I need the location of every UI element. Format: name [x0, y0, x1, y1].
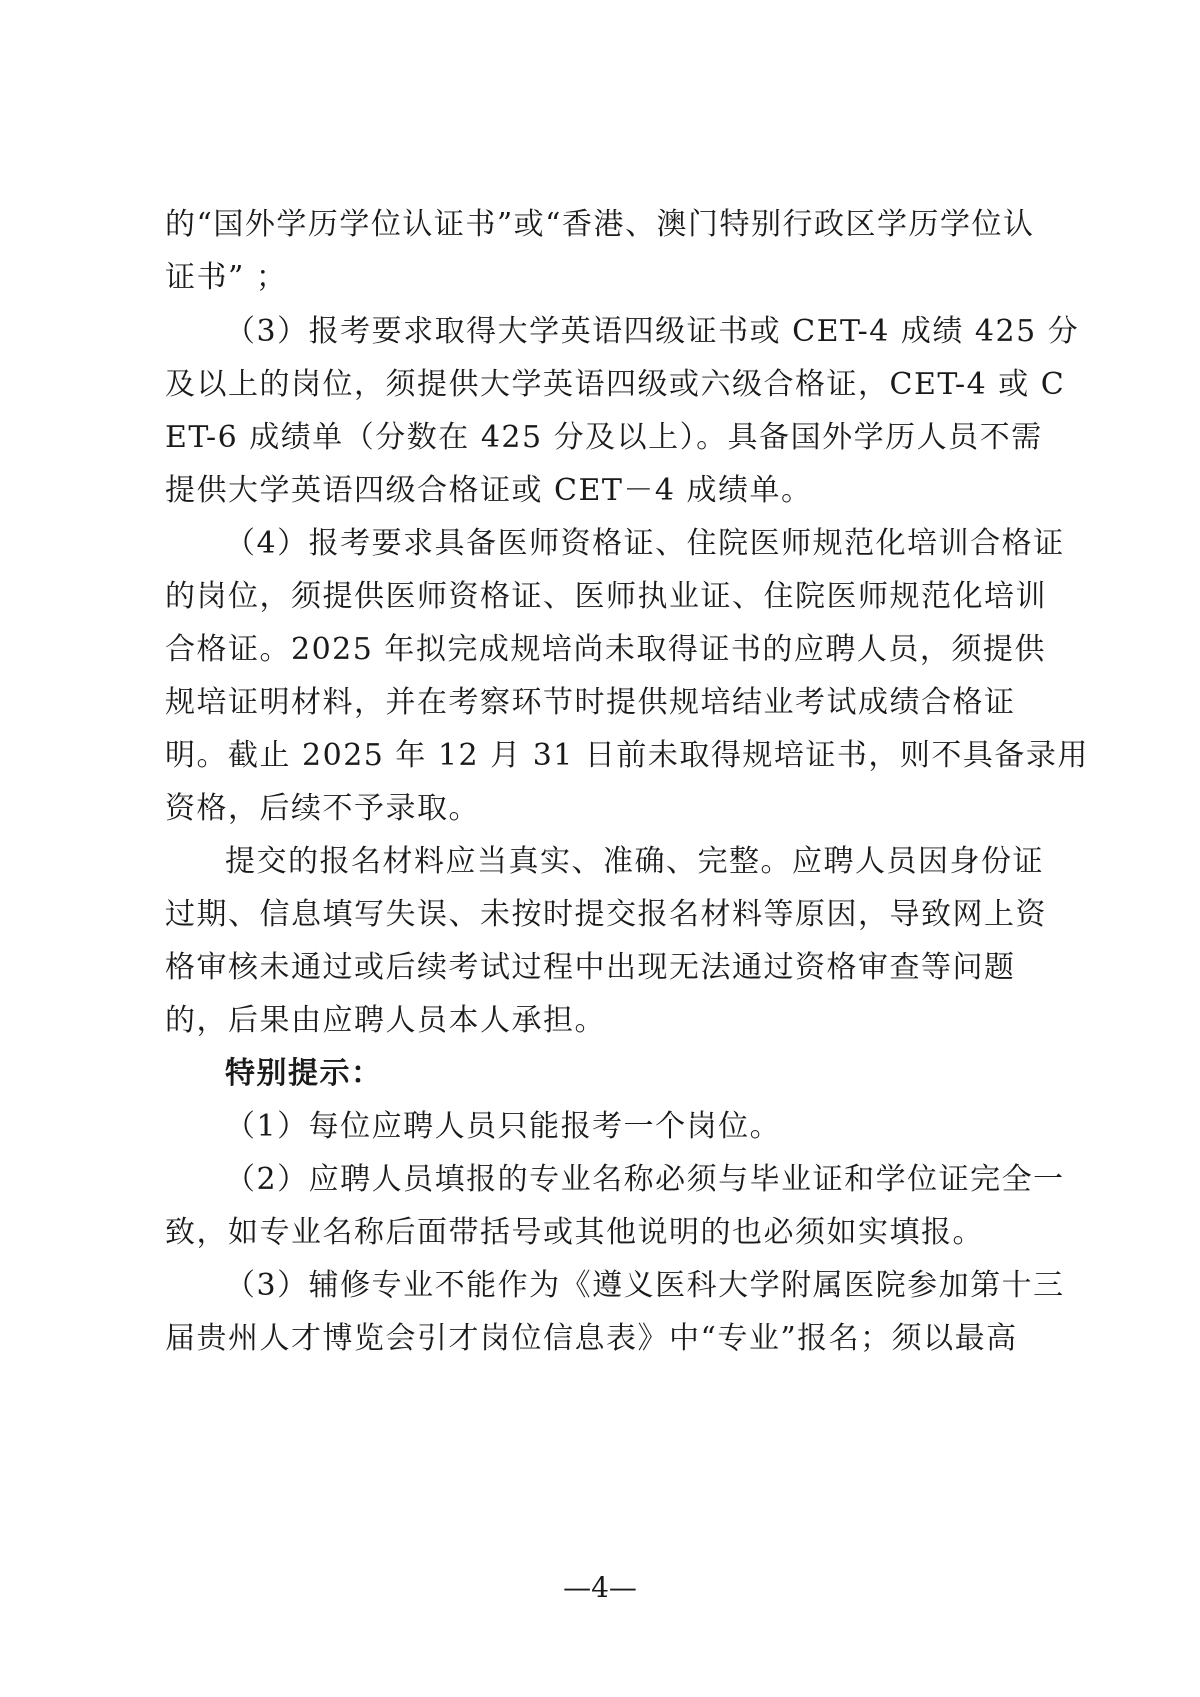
text-line: 提交的报名材料应当真实、准确、完整。应聘人员因身份证 [225, 844, 1044, 879]
text-line: 规培证明材料，并在考察环节时提供规培结业考试成绩合格证 [165, 685, 1016, 720]
text-line: 过期、信息填写失误、未按时提交报名材料等原因，导致网上资 [165, 897, 1047, 932]
text-line: 合格证。2025 年拟完成规培尚未取得证书的应聘人员，须提供 [165, 632, 1046, 667]
page-number: —4— [563, 1571, 637, 1604]
text-line: （1）每位应聘人员只能报考一个岗位。 [225, 1109, 782, 1144]
text-line: 的岗位，须提供医师资格证、医师执业证、住院医师规范化培训 [165, 579, 1047, 614]
text-line: （2）应聘人员填报的专业名称必须与毕业证和学位证完全一 [225, 1162, 1065, 1197]
text-line: 提供大学英语四级合格证或 CET－4 成绩单。 [165, 473, 813, 508]
text-line: 届贵州人才博览会引才岗位信息表》中“专业”报名；须以最高 [165, 1321, 1018, 1356]
section-heading: 特别提示： [225, 1056, 383, 1091]
text-line: 明。截止 2025 年 12 月 31 日前未取得规培证书，则不具备录用 [165, 738, 1089, 773]
text-line: （3）报考要求取得大学英语四级证书或 CET-4 成绩 425 分 [225, 314, 1080, 349]
text-line: ET-6 成绩单（分数在 425 分及以上）。具备国外学历人员不需 [165, 420, 1043, 455]
text-line: 证书” ； [165, 260, 288, 295]
text-line: 及以上的岗位，须提供大学英语四级或六级合格证，CET-4 或 C [165, 367, 1066, 402]
text-line: 的，后果由应聘人员本人承担。 [165, 1003, 606, 1038]
text-line: （4）报考要求具备医师资格证、住院医师规范化培训合格证 [225, 526, 1065, 561]
text-line: （3）辅修专业不能作为《遵义医科大学附属医院参加第十三 [225, 1268, 1065, 1303]
text-line: 的“国外学历学位认证书”或“香港、澳门特别行政区学历学位认 [165, 207, 1035, 242]
text-line: 格审核未通过或后续考试过程中出现无法通过资格审查等问题 [165, 950, 1016, 985]
text-line: 致，如专业名称后面带括号或其他说明的也必须如实填报。 [165, 1215, 984, 1250]
text-line: 资格，后续不予录取。 [165, 791, 480, 826]
